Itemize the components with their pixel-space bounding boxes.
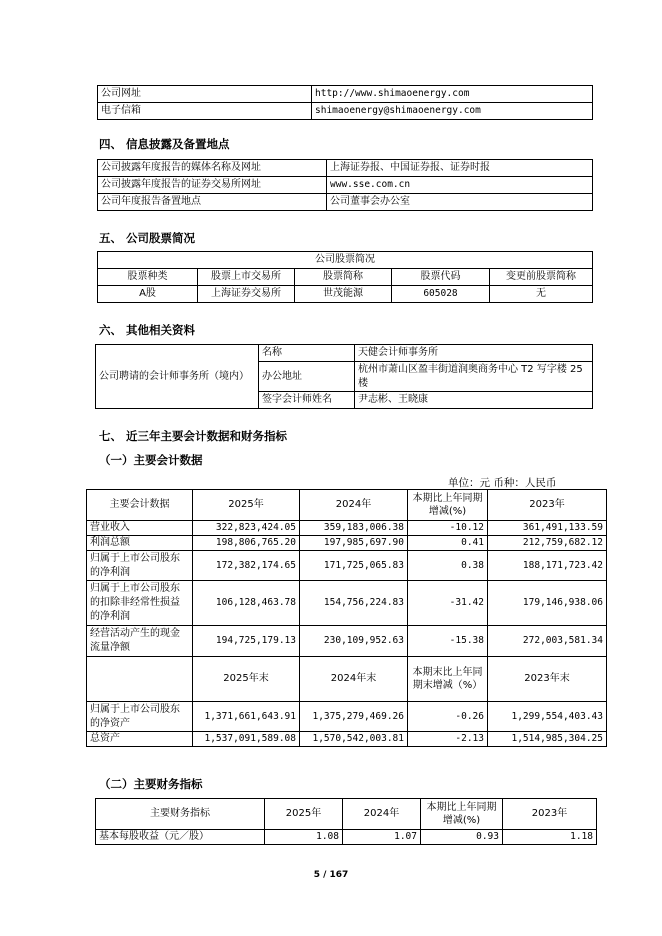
- stock-table: [97, 251, 593, 303]
- table-row: [87, 732, 607, 747]
- auditor-name-value: 天健会计师事务所: [355, 345, 593, 362]
- disclosure-table: [97, 159, 593, 211]
- unit-label: 单位：元 币种：人民币: [448, 477, 557, 489]
- auditor-table: [95, 344, 593, 409]
- stock-header: 股票种类: [98, 269, 198, 286]
- section7-heading: 七、 近三年主要会计数据和财务指标: [99, 429, 288, 443]
- report-location-value: 公司董事会办公室: [327, 194, 593, 211]
- cell-value: -31.42: [408, 581, 488, 626]
- cell-value: -15.38: [408, 626, 488, 657]
- cell-value: 154,756,224.83: [300, 581, 408, 626]
- auditor-signer-value: 尹志彬、王晓康: [355, 392, 593, 409]
- sub2-heading: （二）主要财务指标: [99, 777, 203, 791]
- acct-header: 主要会计数据: [87, 490, 193, 521]
- cell-value: 212,759,682.12: [488, 536, 607, 551]
- cell-value: 1,299,554,403.43: [488, 702, 607, 732]
- section5-heading: 五、 公司股票简况: [99, 231, 196, 245]
- acct-header: 2025年: [193, 490, 300, 521]
- cell-value: -2.13: [408, 732, 488, 747]
- sub1-heading: （一）主要会计数据: [99, 453, 203, 467]
- empty-cell: [87, 657, 193, 702]
- cell-value: 1,371,661,643.91: [193, 702, 300, 732]
- media-value: 上海证券报、中国证券报、证券时报: [327, 160, 593, 177]
- cell-value: 0.93: [421, 830, 503, 845]
- auditor-signer-label: 签字会计师姓名: [259, 392, 355, 409]
- section4-heading: 四、 信息披露及备置地点: [99, 137, 230, 151]
- fin-header: 2025年: [265, 799, 343, 830]
- table-row: [87, 581, 607, 626]
- cell-value: 198,806,765.20: [193, 536, 300, 551]
- cell-value: 0.41: [408, 536, 488, 551]
- table-row: [87, 551, 607, 581]
- row-label: 归属于上市公司股东的扣除非经常性损益的净利润: [87, 581, 193, 626]
- cell-value: 359,183,006.38: [300, 521, 408, 536]
- row-label: 经营活动产生的现金流量净额: [87, 626, 193, 657]
- stock-header: 变更前股票简称: [490, 269, 593, 286]
- cell-value: 172,382,174.65: [193, 551, 300, 581]
- acct-header2: 本期末比上年同期末增减（%）: [408, 657, 488, 702]
- cell-value: 272,003,581.34: [488, 626, 607, 657]
- cell-value: 1.18: [503, 830, 597, 845]
- cell-value: 197,985,697.90: [300, 536, 408, 551]
- cell-value: 1,375,279,469.26: [300, 702, 408, 732]
- auditor-group-label: 公司聘请的会计师事务所（境内）: [96, 345, 259, 409]
- row-label: 基本每股收益（元／股）: [96, 830, 265, 845]
- acct-header2: 2024年末: [300, 657, 408, 702]
- stock-table-title: 公司股票简况: [98, 252, 593, 269]
- cell-value: 179,146,938.06: [488, 581, 607, 626]
- report-location-label: 公司年度报告备置地点: [98, 194, 327, 211]
- cell-value: 106,128,463.78: [193, 581, 300, 626]
- row-label: 归属于上市公司股东的净资产: [87, 702, 193, 732]
- fin-header: 2023年: [503, 799, 597, 830]
- table-row: [96, 830, 597, 845]
- auditor-address-label: 办公地址: [259, 362, 355, 392]
- cell-value: 1.08: [265, 830, 343, 845]
- fin-header: 2024年: [343, 799, 421, 830]
- exchange-site-value: www.sse.com.cn: [327, 177, 593, 194]
- cell-value: 1.07: [343, 830, 421, 845]
- accounting-data-table: [86, 489, 607, 747]
- cell-value: 171,725,065.83: [300, 551, 408, 581]
- cell-value: 1,514,985,304.25: [488, 732, 607, 747]
- stock-exchange: 上海证券交易所: [198, 286, 295, 303]
- acct-header: 2023年: [488, 490, 607, 521]
- table-row: [87, 626, 607, 657]
- fin-header: 本期比上年同期增减(%): [421, 799, 503, 830]
- stock-code: 605028: [392, 286, 490, 303]
- row-label: 利润总额: [87, 536, 193, 551]
- acct-header2: 2025年末: [193, 657, 300, 702]
- acct-header2: 2023年末: [488, 657, 607, 702]
- acct-header: 本期比上年同期增减(%): [408, 490, 488, 521]
- stock-header: 股票简称: [295, 269, 392, 286]
- auditor-address-value: 杭州市萧山区盈丰街道润奥商务中心 T2 写字楼 25 楼: [355, 362, 593, 392]
- acct-header: 2024年: [300, 490, 408, 521]
- stock-short-name: 世茂能源: [295, 286, 392, 303]
- cell-value: 322,823,424.05: [193, 521, 300, 536]
- financial-indicators-table: [95, 798, 597, 845]
- fin-header: 主要财务指标: [96, 799, 265, 830]
- cell-value: 188,171,723.42: [488, 551, 607, 581]
- cell-value: -0.26: [408, 702, 488, 732]
- stock-header: 股票代码: [392, 269, 490, 286]
- section6-heading: 六、 其他相关资料: [99, 323, 196, 337]
- stock-type: A股: [98, 286, 198, 303]
- table-row: [87, 521, 607, 536]
- table-row: [87, 702, 607, 732]
- auditor-name-label: 名称: [259, 345, 355, 362]
- exchange-site-label: 公司披露年度报告的证券交易所网址: [98, 177, 327, 194]
- website-value: http://www.shimaoenergy.com: [312, 86, 593, 103]
- cell-value: -10.12: [408, 521, 488, 536]
- row-label: 归属于上市公司股东的净利润: [87, 551, 193, 581]
- cell-value: 0.38: [408, 551, 488, 581]
- website-label: 公司网址: [98, 86, 312, 103]
- cell-value: 194,725,179.13: [193, 626, 300, 657]
- cell-value: 361,491,133.59: [488, 521, 607, 536]
- email-label: 电子信箱: [98, 103, 312, 120]
- contact-table: [97, 85, 593, 120]
- stock-prev-name: 无: [490, 286, 593, 303]
- stock-header: 股票上市交易所: [198, 269, 295, 286]
- media-label: 公司披露年度报告的媒体名称及网址: [98, 160, 327, 177]
- cell-value: 1,537,091,589.08: [193, 732, 300, 747]
- page-number: 5 / 167: [313, 870, 349, 880]
- cell-value: 230,109,952.63: [300, 626, 408, 657]
- table-row: [87, 536, 607, 551]
- email-value: shimaoenergy@shimaoenergy.com: [312, 103, 593, 120]
- row-label: 营业收入: [87, 521, 193, 536]
- cell-value: 1,570,542,003.81: [300, 732, 408, 747]
- row-label: 总资产: [87, 732, 193, 747]
